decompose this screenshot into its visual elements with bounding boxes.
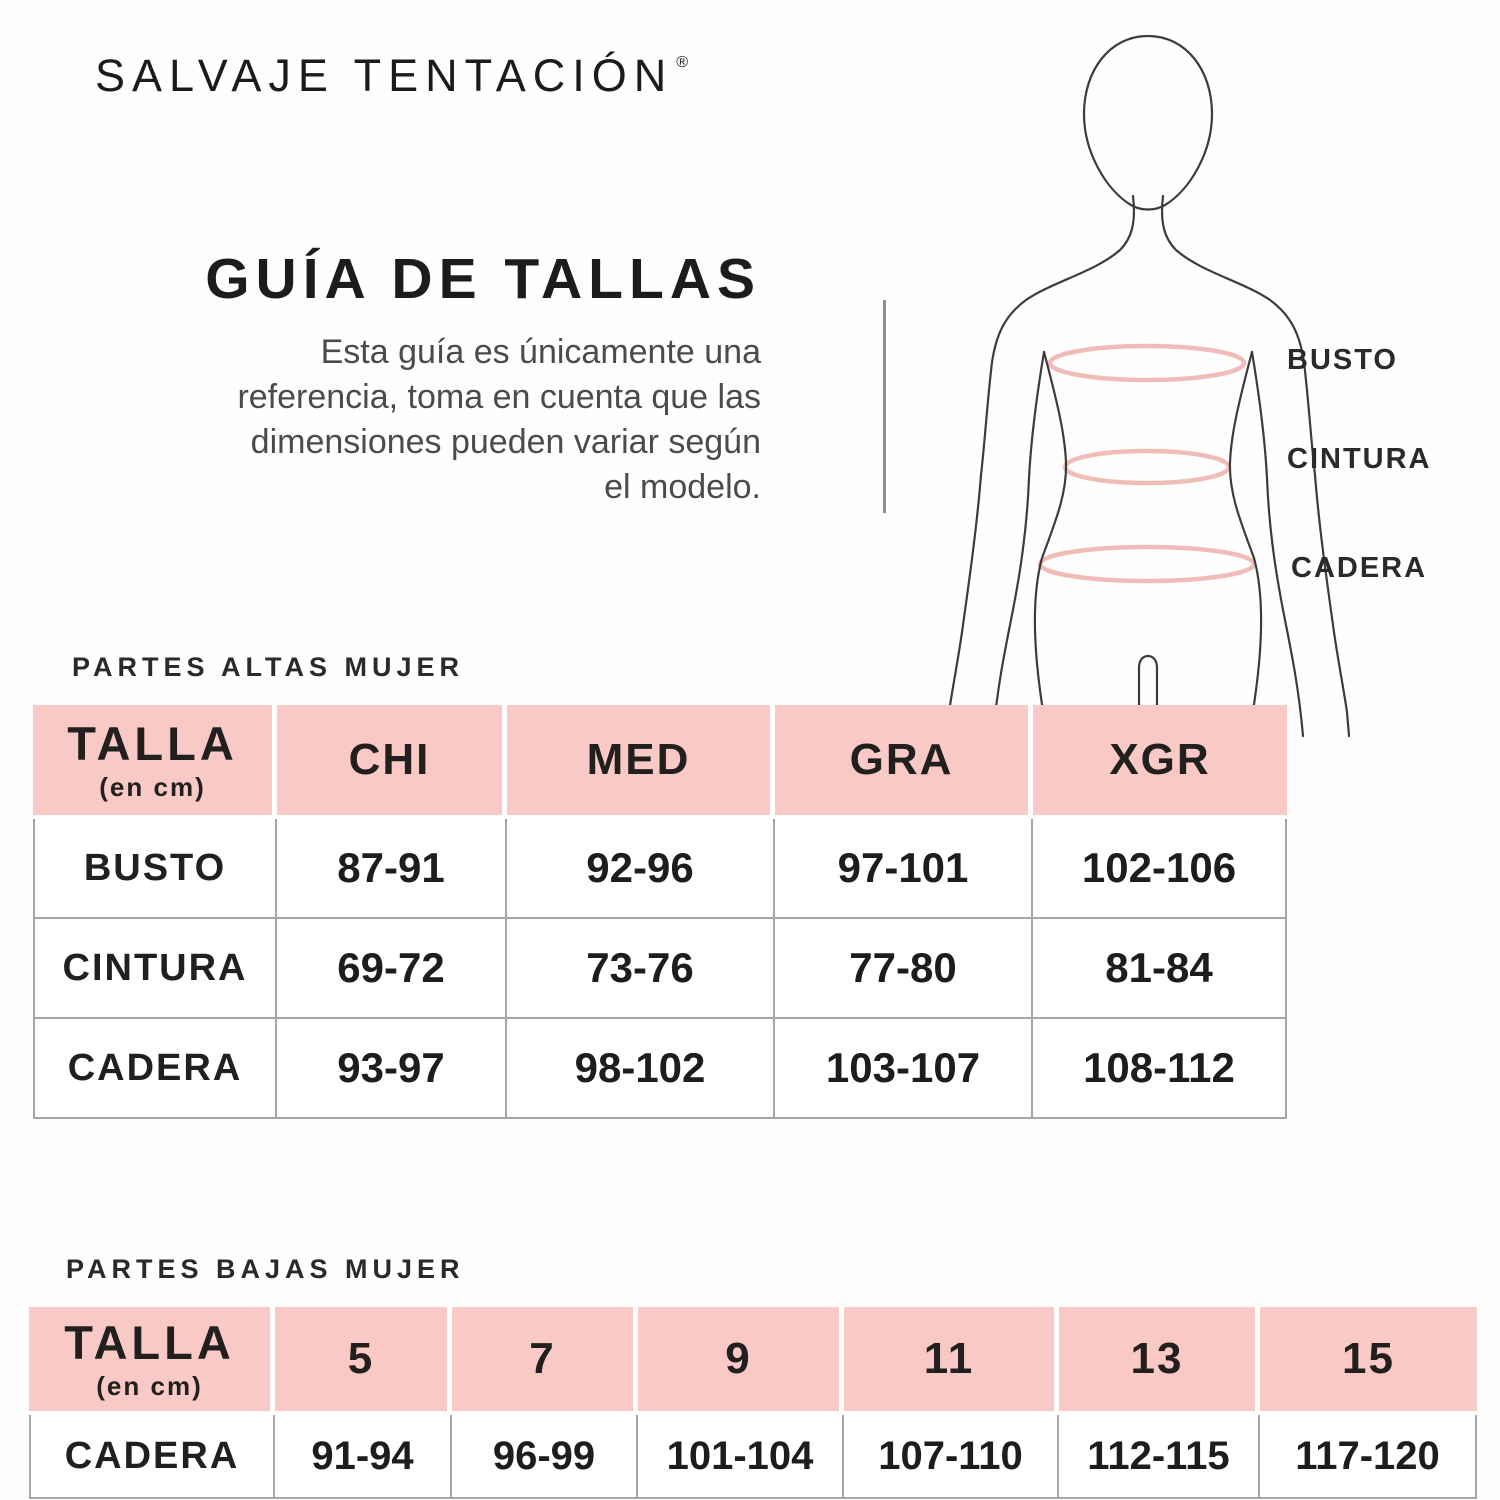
talla-title: TALLA — [64, 1316, 235, 1369]
intro-description — [85, 330, 761, 510]
cell-value: 101-104 — [666, 1433, 814, 1478]
upper-header-size: XGR — [1033, 705, 1287, 815]
row-label-cadera: CADERA — [67, 1046, 243, 1089]
lower-header-size: 15 — [1260, 1307, 1477, 1411]
intro-description-line: el modelo. — [604, 467, 761, 506]
waist-measure-line — [1065, 451, 1229, 483]
table-row — [33, 1019, 1287, 1119]
page-title: GUÍA DE TALLAS — [205, 247, 761, 311]
talla-title: TALLA — [67, 717, 238, 770]
vertical-divider — [883, 300, 886, 513]
brand-name: SALVAJE TENTACIÓN — [95, 50, 674, 101]
figure-label-cadera: CADERA — [1291, 552, 1428, 584]
upper-sizes-table — [33, 705, 1287, 1119]
cell-value: 81-84 — [1105, 944, 1213, 991]
brand-logo — [95, 50, 688, 102]
cell-value: 97-101 — [837, 844, 969, 891]
lower-sizes-table — [29, 1307, 1477, 1499]
cell-value: 107-110 — [878, 1433, 1023, 1478]
row-label-cintura: CINTURA — [62, 946, 248, 989]
body-outline — [947, 36, 1349, 736]
table-row — [33, 819, 1287, 919]
upper-header-size: MED — [507, 705, 775, 815]
talla-unit: (en cm) — [96, 1371, 203, 1401]
cell-value: 103-107 — [825, 1044, 981, 1091]
upper-table-header-row — [33, 705, 1287, 815]
lower-header-size: 9 — [638, 1307, 844, 1411]
cell-value: 87-91 — [337, 844, 445, 891]
cell-value: 91-94 — [311, 1433, 414, 1478]
table-row — [29, 1415, 1477, 1499]
cell-value: 117-120 — [1295, 1433, 1440, 1478]
cell-value: 92-96 — [586, 844, 694, 891]
lower-header-size: 5 — [275, 1307, 452, 1411]
table-row — [33, 919, 1287, 1019]
intro-description-line: dimensiones pueden variar según — [250, 422, 761, 461]
lower-header-size: 13 — [1059, 1307, 1260, 1411]
body-silhouette-illustration — [900, 20, 1380, 740]
upper-header-size: CHI — [277, 705, 507, 815]
upper-table-body — [33, 819, 1287, 1119]
talla-unit: (en cm) — [99, 772, 206, 802]
intro-description-line: Esta guía es únicamente una — [320, 333, 761, 371]
registered-trademark-icon: ® — [676, 54, 689, 71]
cell-value: 112-115 — [1087, 1433, 1230, 1478]
row-label-busto: BUSTO — [83, 846, 227, 889]
bust-measure-line — [1050, 346, 1244, 380]
lower-table-header-row — [29, 1307, 1477, 1411]
lower-table-body — [29, 1415, 1477, 1499]
figure-label-cintura: CINTURA — [1287, 443, 1432, 475]
cell-value: 73-76 — [586, 944, 694, 991]
measurement-lines — [1040, 346, 1254, 581]
upper-table-title: PARTES ALTAS MUJER — [72, 652, 465, 682]
cell-value: 108-112 — [1083, 1044, 1235, 1091]
cell-value: 69-72 — [337, 944, 445, 991]
intro-description-line: referencia, toma en cuenta que las — [237, 377, 761, 416]
row-label-cadera: CADERA — [64, 1434, 240, 1477]
upper-header-size: GRA — [775, 705, 1033, 815]
lower-header-size: 11 — [844, 1307, 1059, 1411]
intro-block — [85, 246, 761, 510]
figure-label-busto: BUSTO — [1287, 344, 1398, 376]
cell-value: 102-106 — [1081, 844, 1237, 891]
cell-value: 96-99 — [492, 1433, 596, 1478]
cell-value: 93-97 — [337, 1044, 445, 1091]
upper-header-talla — [33, 705, 277, 815]
lower-header-talla — [29, 1307, 275, 1411]
cell-value: 98-102 — [574, 1044, 706, 1091]
lower-header-size: 7 — [452, 1307, 638, 1411]
lower-table-title: PARTES BAJAS MUJER — [66, 1254, 465, 1284]
cell-value: 77-80 — [849, 944, 957, 991]
hip-measure-line — [1040, 547, 1254, 581]
